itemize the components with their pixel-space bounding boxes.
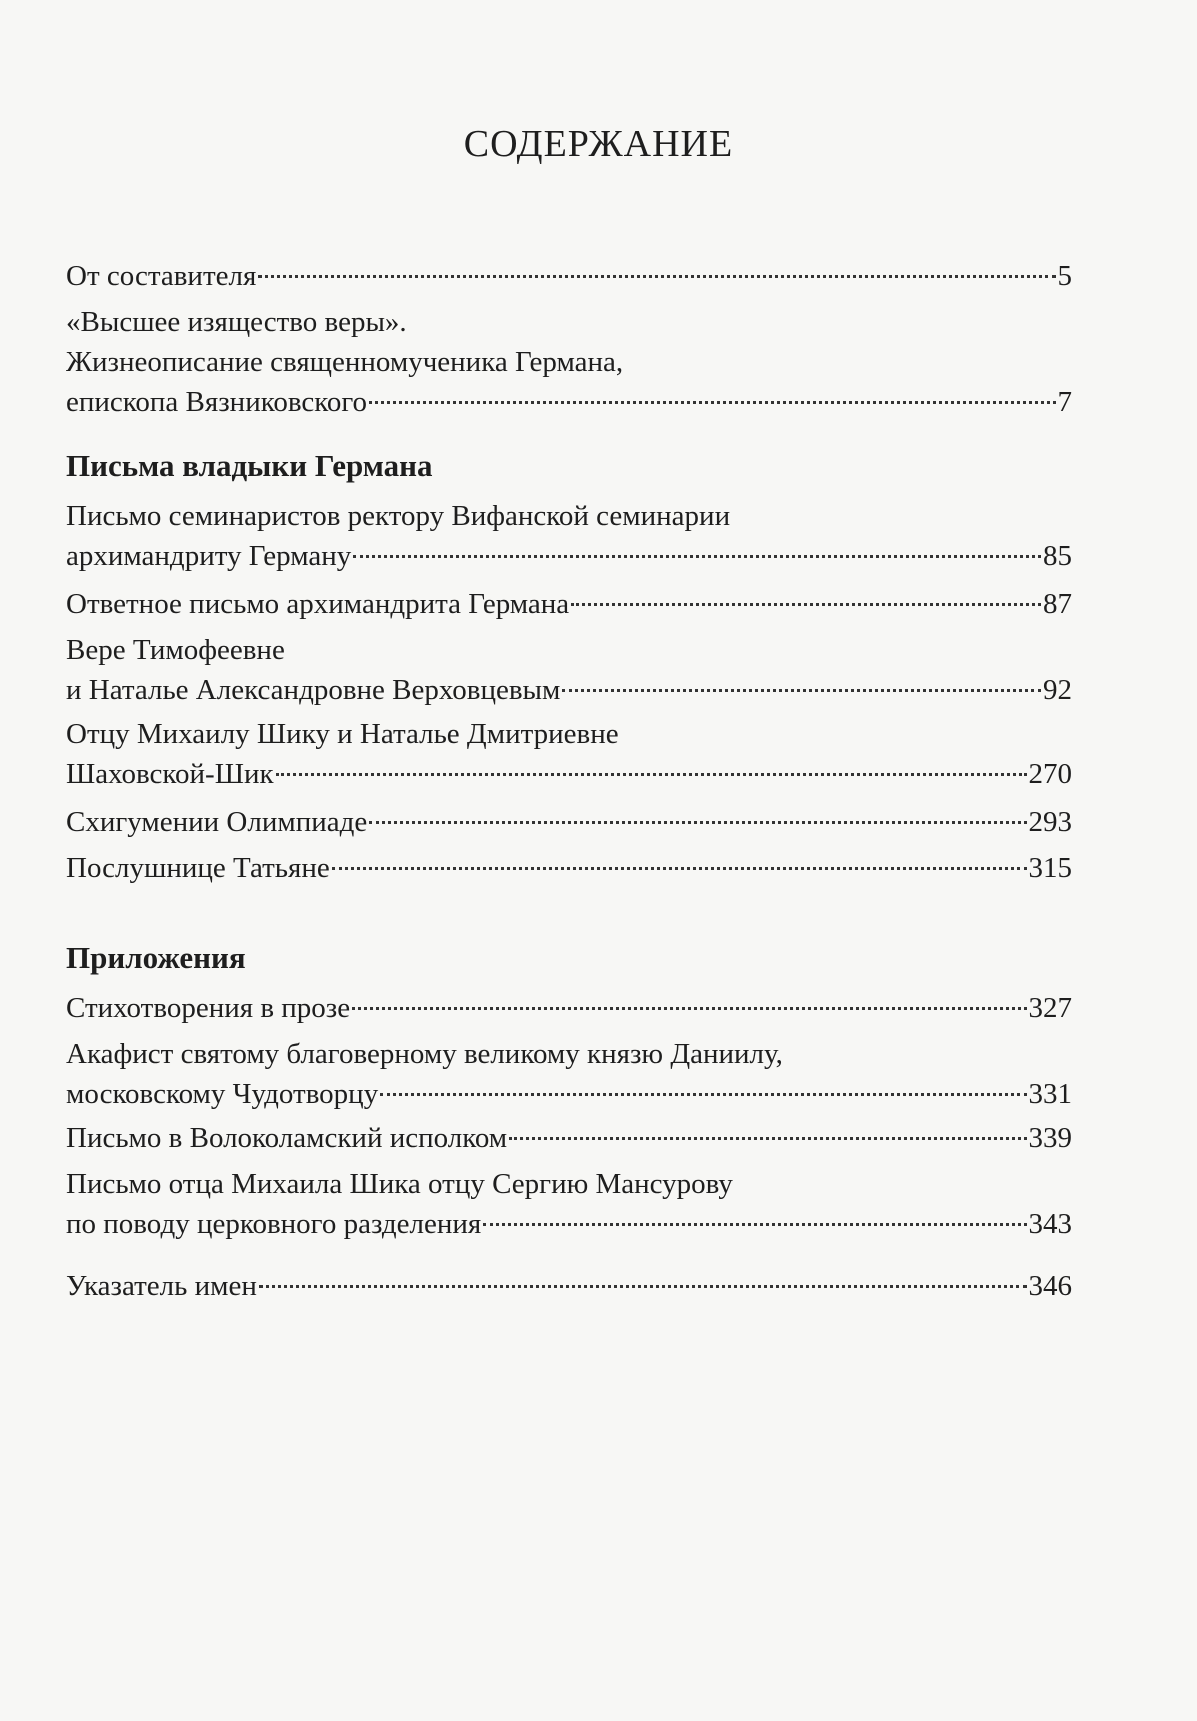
toc-entry-text: по поводу церковного разделения [66, 1208, 482, 1240]
toc-page-number: 5 [1057, 260, 1072, 292]
toc-page-number: 7 [1057, 386, 1072, 418]
toc-entry-text: Послушнице Татьяне [66, 852, 330, 884]
toc-page-number: 293 [1028, 806, 1072, 838]
section-heading: Приложения [66, 940, 246, 975]
toc-entry[interactable] [66, 988, 1072, 1028]
toc-entry-text: Письмо отца Михаила Шика отцу Сергию Мансурову [66, 1168, 733, 1200]
toc-entry-text: архимандриту Герману [66, 540, 352, 572]
dot-leader [483, 1223, 1026, 1226]
dot-leader [369, 821, 1026, 824]
toc-entry-text: Акафист святому благоверному великому князю Даниилу, [66, 1038, 783, 1070]
toc-entry-text: Вере Тимофеевне [66, 634, 285, 666]
toc-page-number: 92 [1043, 674, 1072, 706]
toc-entry[interactable] [66, 802, 1072, 842]
toc-page-number: 270 [1028, 758, 1072, 790]
toc-entry[interactable] [66, 1034, 1072, 1114]
toc-page-number: 85 [1043, 540, 1072, 572]
toc-entry-text: Схигумении Олимпиаде [66, 806, 368, 838]
toc-entry-text: От составителя [66, 260, 257, 292]
toc-entry[interactable] [66, 256, 1072, 296]
toc-entry-text: епископа Вязниковского [66, 386, 368, 418]
dot-leader [332, 867, 1027, 870]
dot-leader [276, 773, 1027, 776]
toc-entry-text: Отцу Михаилу Шику и Наталье Дмитриевне [66, 718, 619, 750]
dot-leader [369, 401, 1055, 404]
dot-leader [380, 1093, 1026, 1096]
toc-entry[interactable] [66, 584, 1072, 624]
toc-entry[interactable] [66, 1118, 1072, 1158]
toc-entry[interactable] [66, 496, 1072, 576]
dot-leader [353, 555, 1041, 558]
toc-entry[interactable] [66, 848, 1072, 888]
toc-entry-text: «Высшее изящество веры». [66, 306, 407, 338]
toc-entry-text: Ответное письмо архимандрита Германа [66, 588, 570, 620]
toc-page-number: 331 [1028, 1078, 1072, 1110]
toc-page-number: 339 [1028, 1122, 1072, 1154]
toc-entry-text: Указатель имен [66, 1270, 257, 1302]
toc-entry-text: московскому Чудотворцу [66, 1078, 379, 1110]
page-title: СОДЕРЖАНИЕ [463, 123, 734, 165]
toc-entry-text: Письмо в Волоколамский исполком [66, 1122, 508, 1154]
dot-leader [509, 1137, 1026, 1140]
dot-leader [352, 1007, 1026, 1010]
dot-leader [562, 689, 1041, 692]
toc-entry-text: Стихотворения в прозе [66, 992, 351, 1024]
dot-leader [258, 275, 1055, 278]
toc-entry[interactable] [66, 630, 1072, 710]
toc-entry-text: Письмо семинаристов ректору Вифанской семинарии [66, 500, 731, 532]
toc-entry-text: и Наталье Александровне Верховцевым [66, 674, 561, 706]
toc-page-number: 87 [1043, 588, 1072, 620]
dot-leader [259, 1285, 1027, 1288]
toc-entry[interactable] [66, 1164, 1072, 1244]
toc-entry[interactable] [66, 1266, 1072, 1306]
dot-leader [571, 603, 1041, 606]
toc-entry[interactable] [66, 714, 1072, 794]
toc-page-number: 327 [1028, 992, 1072, 1024]
toc-page-number: 346 [1028, 1270, 1072, 1302]
toc-entry-text: Шаховской-Шик [66, 758, 274, 790]
section-heading: Письма владыки Германа [66, 448, 433, 483]
toc-page-number: 343 [1028, 1208, 1072, 1240]
toc-entry[interactable] [66, 302, 1072, 422]
toc-entry-text: Жизнеописание священномученика Германа, [66, 346, 624, 378]
toc-page-number: 315 [1028, 852, 1072, 884]
